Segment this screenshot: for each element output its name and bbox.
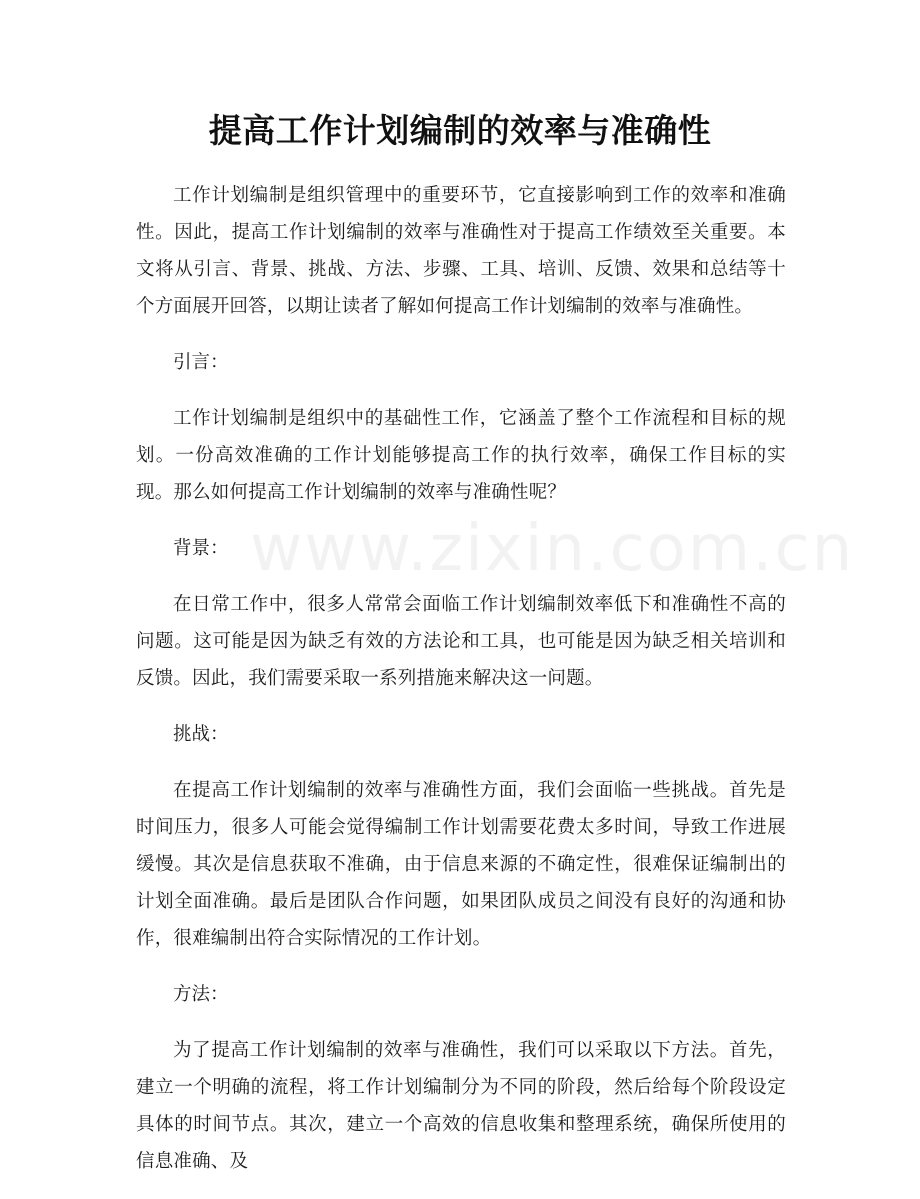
paragraph-fangfa: 为了提高工作计划编制的效率与准确性，我们可以采取以下方法。首先，建立一个明确的流程，将工作计划编制分为不同的阶段，然后给每个阶段设定具体的时间节点。其次，建立一个高效的信息收集和整理系统，确保所使用的信息准确、及 — [136, 1040, 786, 1172]
paragraph-beijing: 在日常工作中，很多人常常会面临工作计划编制效率低下和准确性不高的问题。这可能是因为缺乏有效的方法论和工具，也可能是因为缺乏相关培训和反馈。因此，我们需要采取一系列措施来解决这一问题。 — [136, 594, 786, 689]
paragraph-intro: 工作计划编制是组织管理中的重要环节，它直接影响到工作的效率和准确性。因此，提高工作计划编制的效率与准确性对于提高工作绩效至关重要。本文将从引言、背景、挑战、方法、步骤、工具、培训、反馈、效果和总结等十个方面展开回答，以期让读者了解如何提高工作计划编制的效率与准确性。 — [136, 185, 786, 317]
paragraph-yinyan: 工作计划编制是组织中的基础性工作，它涵盖了整个工作流程和目标的规划。一份高效准确的工作计划能够提高工作的执行效率，确保工作目标的实现。那么如何提高工作计划编制的效率与准确性呢？ — [136, 408, 786, 503]
paragraph-tiaozhan: 在提高工作计划编制的效率与准确性方面，我们会面临一些挑战。首先是时间压力，很多人可能会觉得编制工作计划需要花费太多时间，导致工作进展缓慢。其次是信息获取不准确，由于信息来源的不确定性，很难保证编制出的计划全面准确。最后是团队合作问题，如果团队成员之间没有良好的沟通和协作，很难编制出符合实际情况的工作计划。 — [136, 780, 786, 949]
section-heading-fangfa: 方法： — [173, 984, 229, 1005]
section-heading-tiaozhan: 挑战： — [173, 724, 229, 745]
document-title: 提高工作计划编制的效率与准确性 — [208, 111, 712, 150]
section-heading-yinyan: 引言： — [173, 352, 229, 373]
document-body — [136, 177, 855, 1199]
section-heading-beijing: 背景： — [173, 538, 229, 559]
watermark-text: www.zixin.com.cn — [250, 512, 855, 586]
